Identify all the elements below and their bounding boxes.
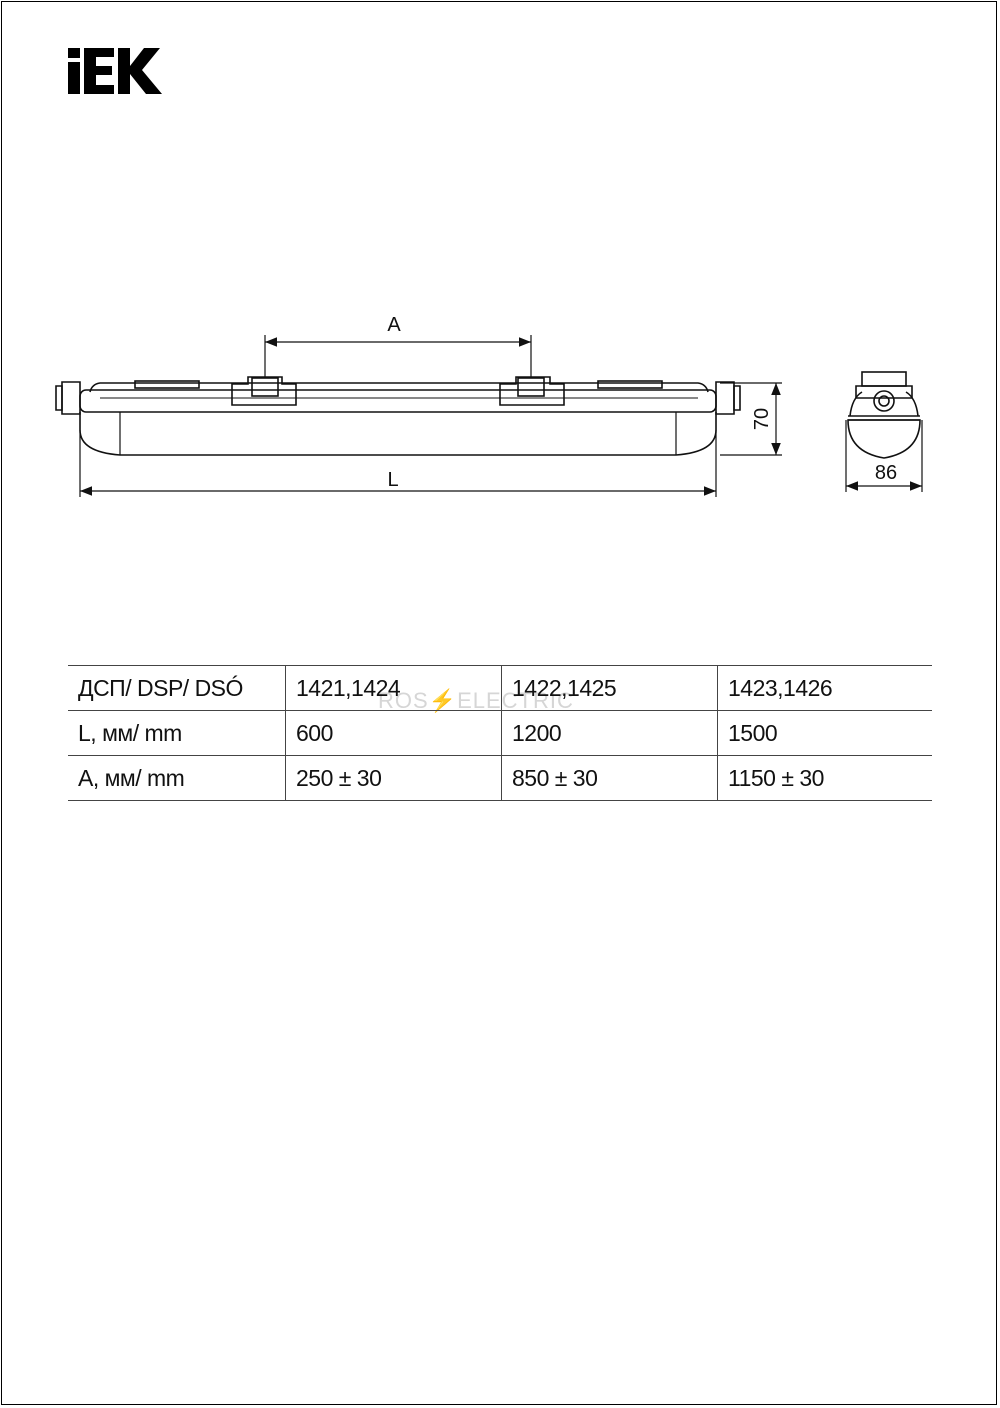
table-cell: 600 bbox=[286, 711, 502, 756]
luminaire-drawing bbox=[0, 0, 1000, 560]
table-cell: 1200 bbox=[502, 711, 718, 756]
dim-l-label: L bbox=[387, 469, 399, 491]
table-row bbox=[68, 756, 932, 801]
dim-width-label: 86 bbox=[874, 462, 898, 484]
luminaire-end-view bbox=[848, 372, 920, 458]
table-cell: 1500 bbox=[718, 711, 933, 756]
luminaire-side-view bbox=[56, 377, 740, 455]
row-label: L, мм/ mm bbox=[68, 711, 286, 756]
table-row bbox=[68, 666, 932, 711]
dimension-a bbox=[265, 335, 531, 378]
table-cell: 850 ± 30 bbox=[502, 756, 718, 801]
dim-height-label: 70 bbox=[751, 407, 773, 431]
table-cell: 1421,1424 bbox=[286, 666, 502, 711]
row-label: A, мм/ mm bbox=[68, 756, 286, 801]
table-cell: 1423,1426 bbox=[718, 666, 933, 711]
table-row bbox=[68, 711, 932, 756]
specification-table bbox=[68, 665, 932, 801]
table-cell: 1150 ± 30 bbox=[718, 756, 933, 801]
table-cell: 250 ± 30 bbox=[286, 756, 502, 801]
row-label: ДСП/ DSP/ DSÓ bbox=[68, 666, 286, 711]
watermark: ROS⚡ELECTRIC bbox=[378, 688, 574, 713]
table-cell: 1422,1425 bbox=[502, 666, 718, 711]
dim-a-label: A bbox=[387, 314, 401, 336]
